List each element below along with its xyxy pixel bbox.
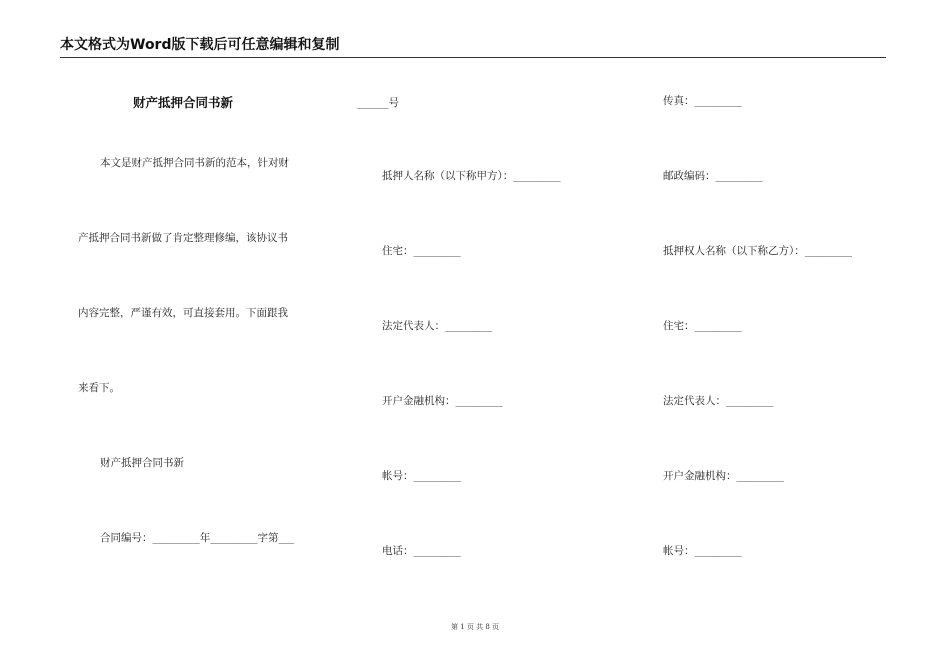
mortgagor-phone-field: 电话：_________ xyxy=(382,545,461,557)
mortgagor-name-field: 抵押人名称（以下称甲方）：_________ xyxy=(382,170,561,182)
page-footer: 第 1 页 共 8 页 xyxy=(450,623,500,631)
mortgagor-address-field: 住宅：_________ xyxy=(382,245,461,257)
number-suffix-line: ______号 xyxy=(357,97,399,109)
fax-field: 传真：_________ xyxy=(663,95,742,107)
intro-line-1: 本文是财产抵押合同书新的范本，针对财 xyxy=(100,157,289,169)
mortgagee-representative-field: 法定代表人：_________ xyxy=(663,395,774,407)
intro-line-2: 产抵押合同书新做了肯定整理修编，该协议书 xyxy=(78,232,288,244)
mortgagee-account-field: 帐号：_________ xyxy=(663,545,742,557)
document-title: 财产抵押合同书新 xyxy=(133,95,234,110)
postal-code-field: 邮政编码：_________ xyxy=(663,170,763,182)
mortgagor-account-field: 帐号：_________ xyxy=(382,470,461,482)
mortgagor-representative-field: 法定代表人：_________ xyxy=(382,320,493,332)
section-title: 财产抵押合同书新 xyxy=(100,457,184,469)
page-header: 本文格式为Word版下载后可任意编辑和复制 xyxy=(60,34,886,58)
intro-line-4: 来看下。 xyxy=(78,382,120,394)
mortgagee-name-field: 抵押权人名称（以下称乙方）：_________ xyxy=(663,245,852,257)
contract-number-line: 合同编号：_________年_________字第___ xyxy=(100,532,295,544)
mortgagee-bank-field: 开户金融机构：_________ xyxy=(663,470,784,482)
mortgagor-bank-field: 开户金融机构：_________ xyxy=(382,395,503,407)
mortgagee-address-field: 住宅：_________ xyxy=(663,320,742,332)
intro-line-3: 内容完整，严谨有效，可直接套用。下面跟我 xyxy=(78,307,288,319)
